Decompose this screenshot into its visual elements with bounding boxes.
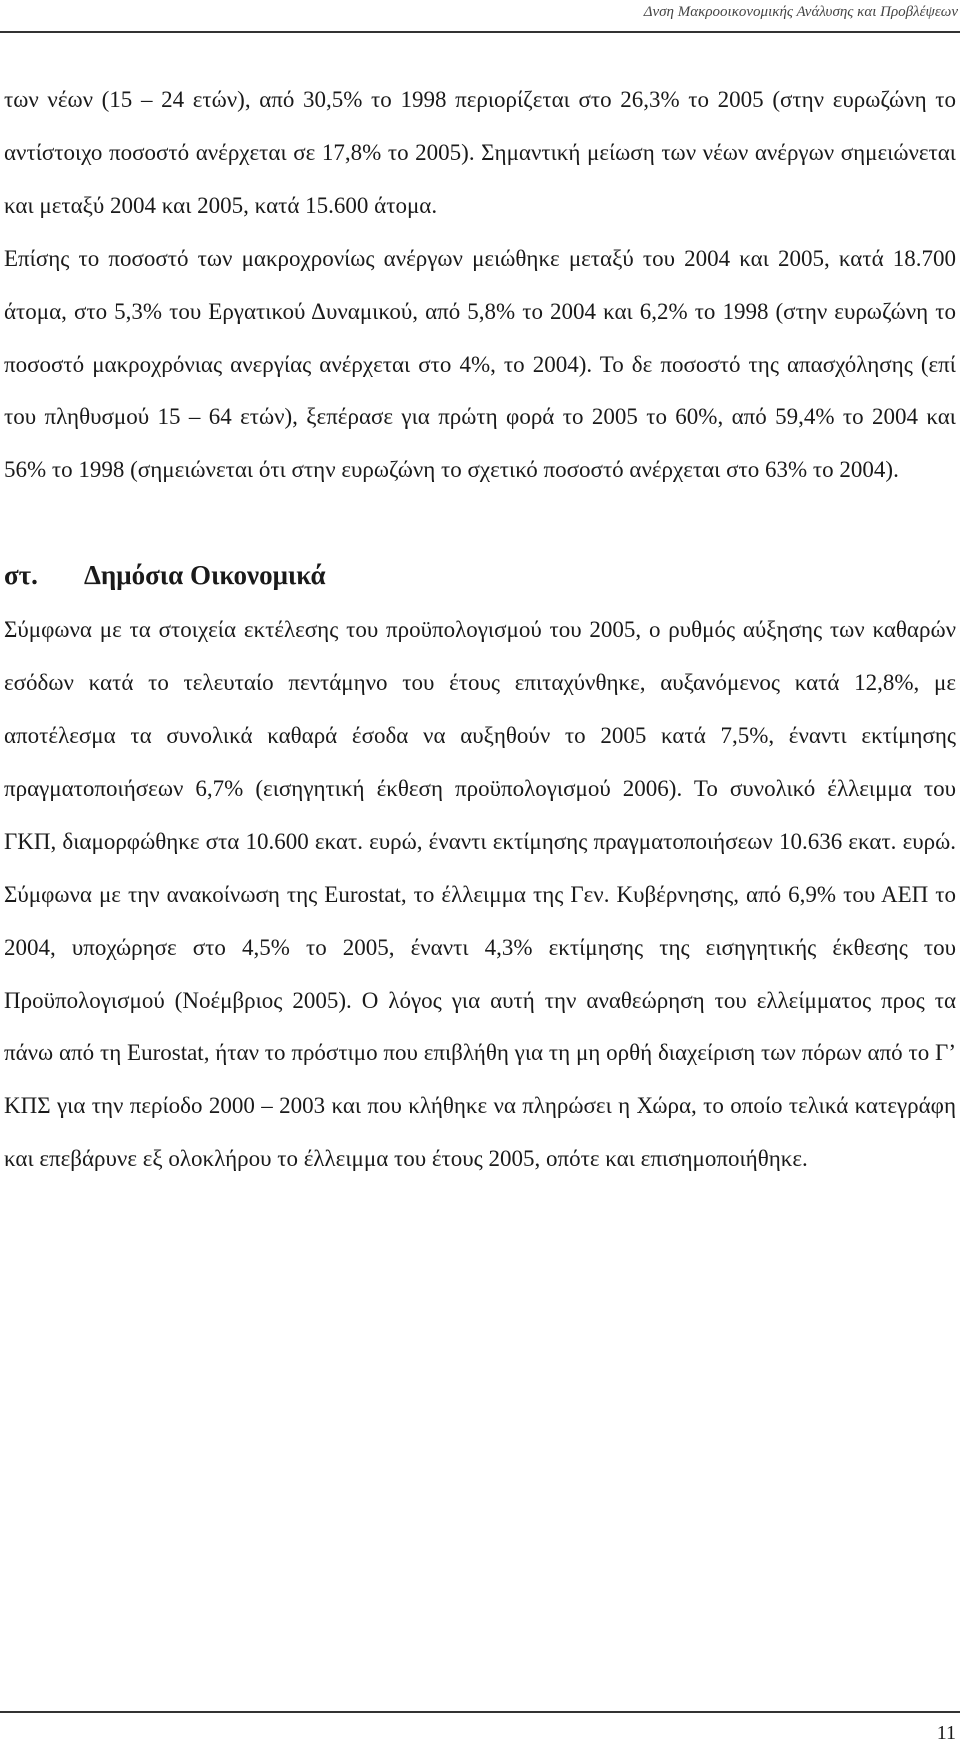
section-title: Δημόσια Οικονομικά — [84, 560, 326, 591]
page-body — [4, 74, 956, 1186]
footer-rule — [0, 1711, 960, 1713]
header-rule — [0, 31, 960, 33]
section-number: στ. — [4, 560, 38, 591]
paragraph-youth-unemployment: των νέων (15 – 24 ετών), από 30,5% το 1998 περιορίζεται στο 26,3% το 2005 (στην ευρωζώνη το αντίστοιχο ποσοστό ανέρχεται σε 17,8% το 2005). Σημαντική μείωση των νέων ανέργων σημειώνεται και μεταξύ 2004 και 2005, κατά 15.600 άτομα. — [4, 87, 956, 218]
section-heading — [4, 549, 956, 602]
paragraph-long-term-unemployment: Επίσης το ποσοστό των μακροχρονίως ανέργων μειώθηκε μεταξύ του 2004 και 2005, κατά 18.700 άτομα, στο 5,3% του Εργατικού Δυναμικού, από 5,8% το 2004 και 6,2% το 1998 (στην ευρωζώνη το ποσοστό μακροχρόνιας ανεργίας ανέρχεται στο 4%, το 2004). Το δε ποσοστό της απασχόλησης (επί του πληθυσμού 15 – 64 ετών), ξεπέρασε για πρώτη φορά το 2005 το 60%, από 59,4% το 2004 και 56% το 1998 (σημειώνεται ότι στην ευρωζώνη το σχετικό ποσοστό ανέρχεται στο 63% το 2004). — [4, 245, 956, 483]
running-header: Δνση Μακροοικονομικής Ανάλυσης και Προβλέψεων — [643, 4, 958, 20]
paragraph-public-finances: Σύμφωνα με τα στοιχεία εκτέλεσης του προϋπολογισμού του 2005, ο ρυθμός αύξησης των καθαρών εσόδων κατά το τελευταίο πεντάμηνο του έτους επιταχύνθηκε, αυξανόμενος κατά 12,8%, με αποτέλεσμα τα συνολικά καθαρά έσοδα να αυξηθούν το 2005 κατά 7,5%, έναντι εκτίμησης πραγματοποιήσεων 6,7% (εισηγητική έκθεση προϋπολογισμού 2006). Το συνολικό έλλειμμα του ΓΚΠ, διαμορφώθηκε στα 10.600 εκατ. ευρώ, έναντι εκτίμησης πραγματοποιήσεων 10.636 εκατ. ευρώ. Σύμφωνα με την ανακοίνωση της Eurostat, το έλλειμμα της Γεν. Κυβέρνησης, από 6,9% του ΑΕΠ το 2004, υποχώρησε στο 4,5% το 2005, έναντι 4,3% εκτίμησης της εισηγητικής έκθεσης του Προϋπολογισμού (Νοέμβριος 2005). Ο λόγος για αυτή την αναθεώρηση του ελλείμματος προς τα πάνω από τη Eurostat, ήταν το πρόστιμο που επιβλήθη για τη μη ορθή διαχείριση των πόρων από το Γ’ ΚΠΣ για την περίοδο 2000 – 2003 και που κλήθηκε να πληρώσει η Χώρα, το οποίο τελικά κατεγράφη και επεβάρυνε εξ ολοκλήρου το έλλειμμα του έτους 2005, οπότε και επισημοποιήθηκε. — [4, 617, 956, 1172]
page-number: 11 — [936, 1722, 956, 1744]
